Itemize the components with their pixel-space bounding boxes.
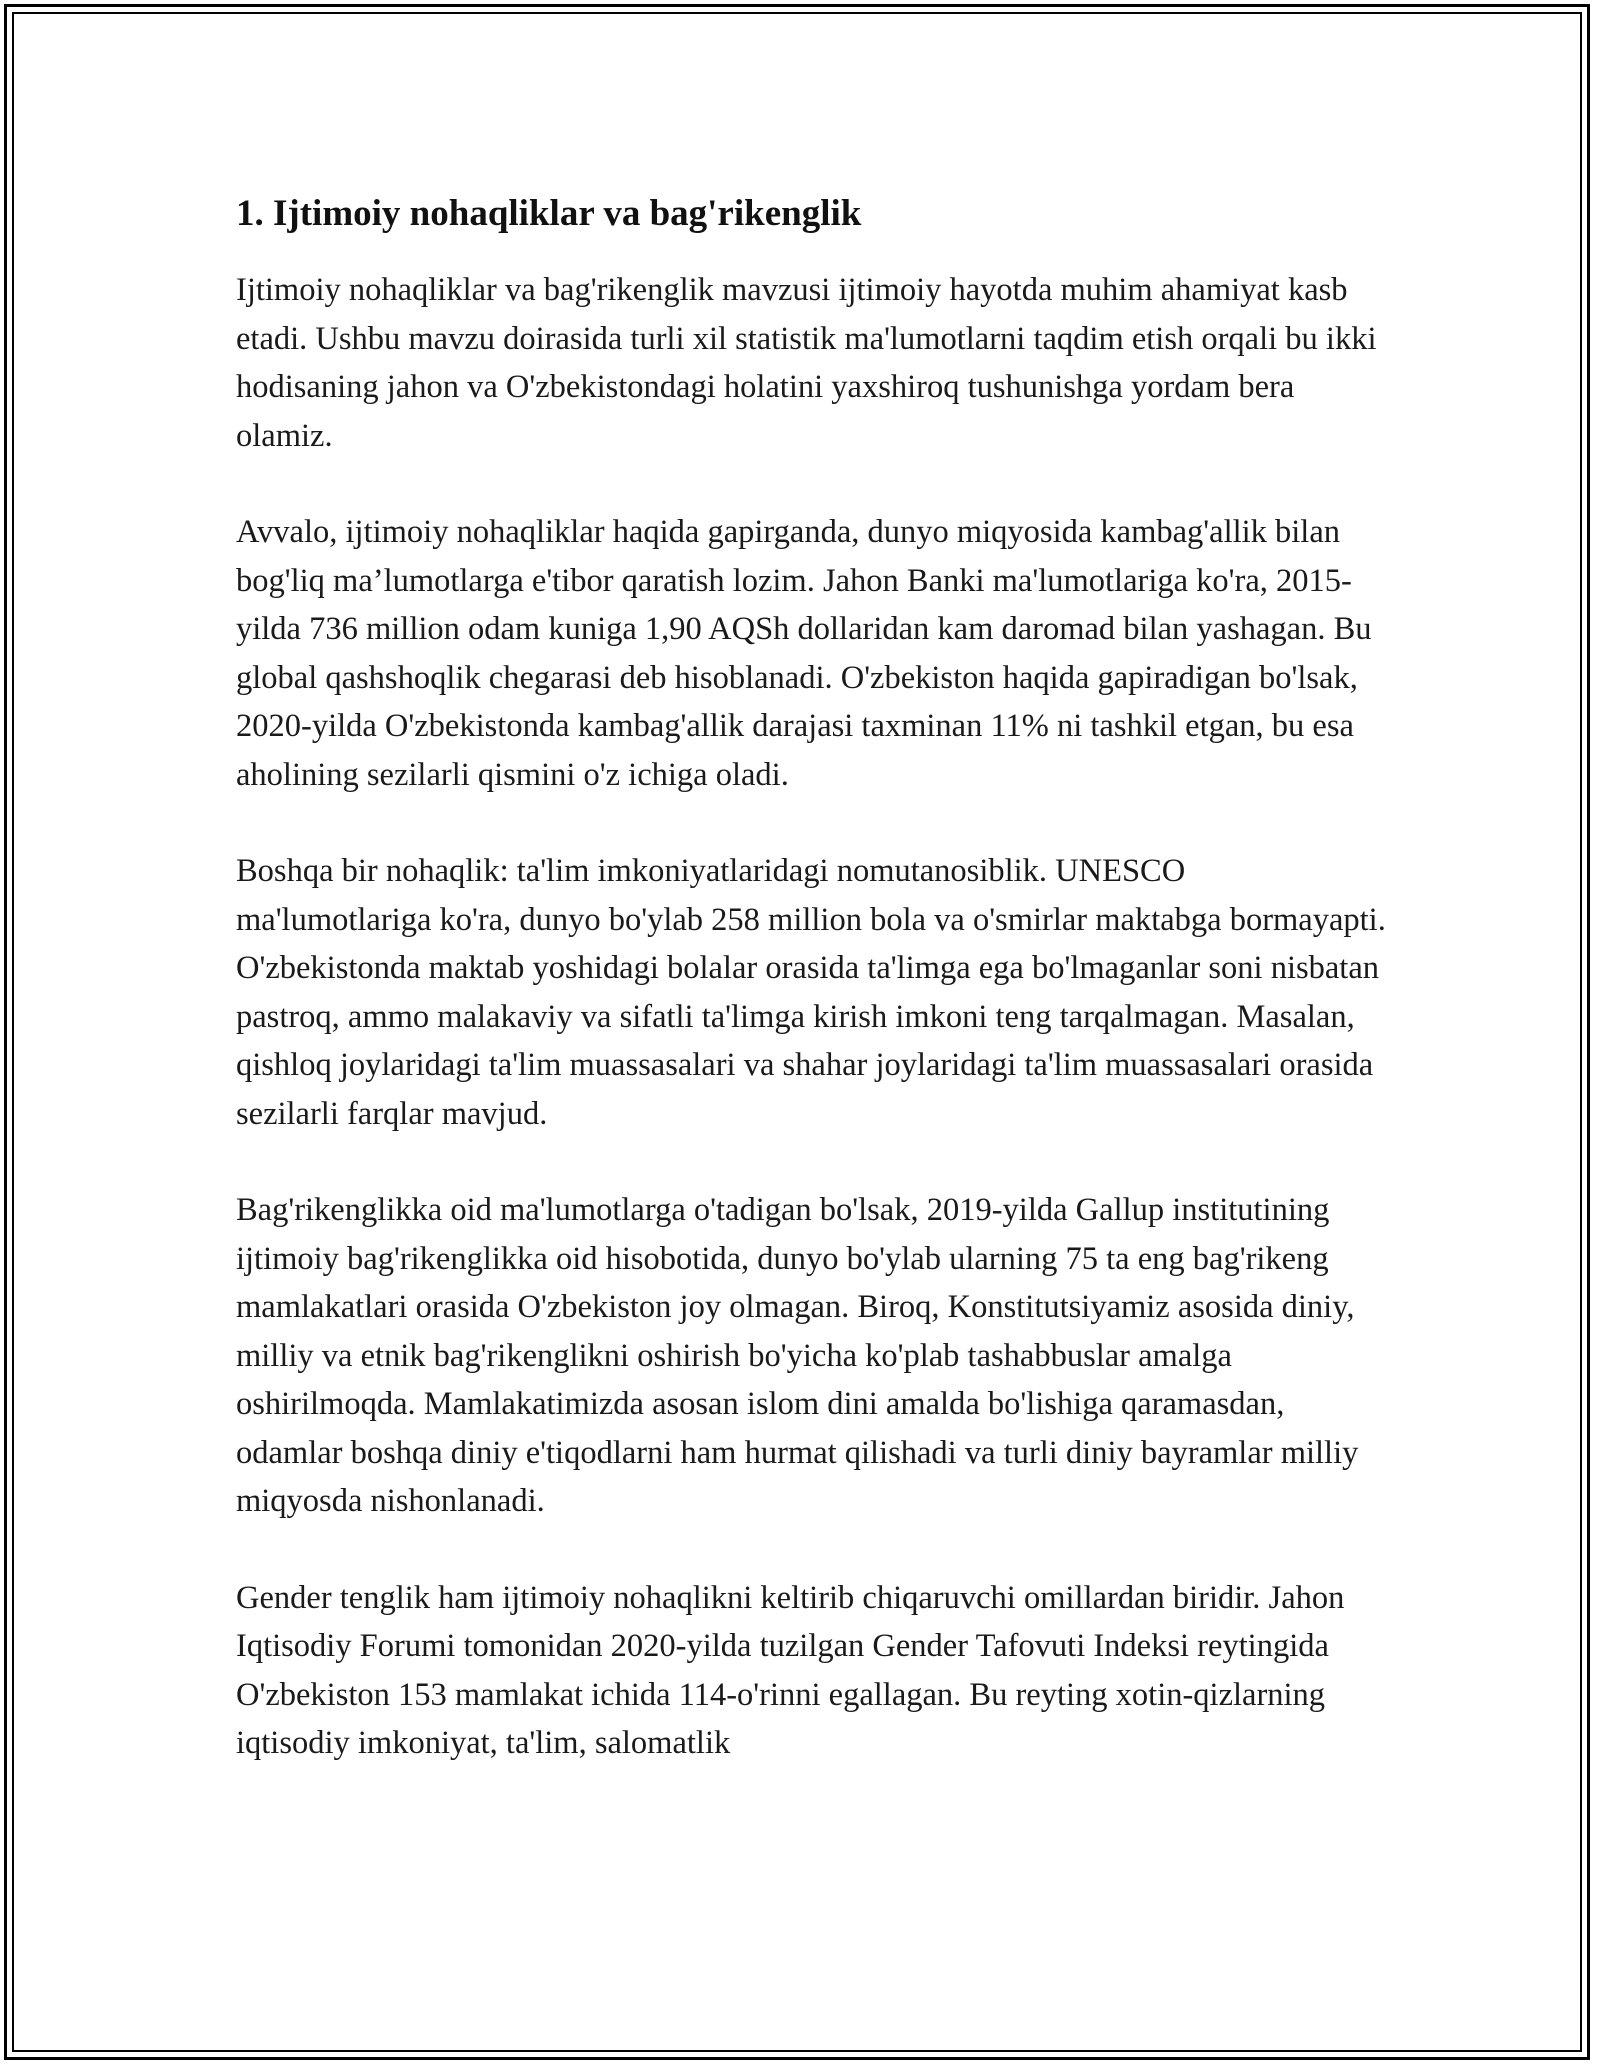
- paragraph-intro: Ijtimoiy nohaqliklar va bag'rikenglik mavzusi ijtimoiy hayotda muhim ahamiyat kasb etadi. Ushbu mavzu doirasida turli xil statistik ma'lumotlarni taqdim etish orqali bu ikki hodisaning jahon va O'zbekistondagi holatini yaxshiroq tushunishga yordam bera olamiz.: [236, 272, 1377, 454]
- paragraph-gender: Gender tenglik ham ijtimoiy nohaqlikni keltirib chiqaruvchi omillardan biridir. Jahon Iqtisodiy Forumi tomonidan 2020-yilda tuzilgan Gender Tafovuti Indeksi reytingida O'zbekiston 153 mamlakat ichida 114-o'rinni egallagan. Bu reyting xotin-qizlarning iqtisodiy imkoniyat, ta'lim, salomatlik: [236, 1579, 1345, 1761]
- paragraph-poverty: Avvalo, ijtimoiy nohaqliklar haqida gapirganda, dunyo miqyosida kambag'allik bilan bog'liq ma’lumotlarga e'tibor qaratish lozim. Jahon Banki ma'lumotlariga ko'ra, 2015-yilda 736 million odam kuniga 1,90 AQSh dollaridan kam daromad bilan yashagan. Bu global qashshoqlik chegarasi deb hisoblanadi. O'zbekiston haqida gapiradigan bo'lsak, 2020-yilda O'zbekistonda kambag'allik darajasi taxminan 11% ni tashkil etgan, bu esa aholining sezilarli qismini o'z ichiga oladi.: [236, 514, 1372, 793]
- document-body: [236, 190, 1386, 1816]
- paragraph-tolerance: Bag'rikenglikka oid ma'lumotlarga o'tadigan bo'lsak, 2019-yilda Gallup institutining ijtimoiy bag'rikenglikka oid hisobotida, dunyo bo'ylab ularning 75 ta eng bag'rikeng mamlakatlari orasida O'zbekiston joy olmagan. Biroq, Konstitutsiyamiz asosida diniy, milliy va etnik bag'rikenglikni oshirish bo'yicha ko'plab tashabbuslar amalga oshirilmoqda. Mamlakatimizda asosan islom dini amalda bo'lishiga qaramasdan, odamlar boshqa diniy e'tiqodlarni ham hurmat qilishadi va turli diniy bayramlar milliy miqyosda nishonlanadi.: [236, 1192, 1359, 1519]
- page-title: 1. Ijtimoiy nohaqliklar va bag'rikenglik: [236, 193, 862, 234]
- paragraph-education: Boshqa bir nohaqlik: ta'lim imkoniyatlaridagi nomutanosiblik. UNESCO ma'lumotlariga ko'ra, dunyo bo'ylab 258 million bola va o'smirlar maktabga bormayapti. O'zbekistonda maktab yoshidagi bolalar orasida ta'limga ega bo'lmaganlar soni nisbatan pastroq, ammo malakaviy va sifatli ta'limga kirish imkoni teng tarqalmagan. Masalan, qishloq joylaridagi ta'lim muassasalari va shahar joylaridagi ta'lim muassasalari orasida sezilarli farqlar mavjud.: [236, 853, 1386, 1132]
